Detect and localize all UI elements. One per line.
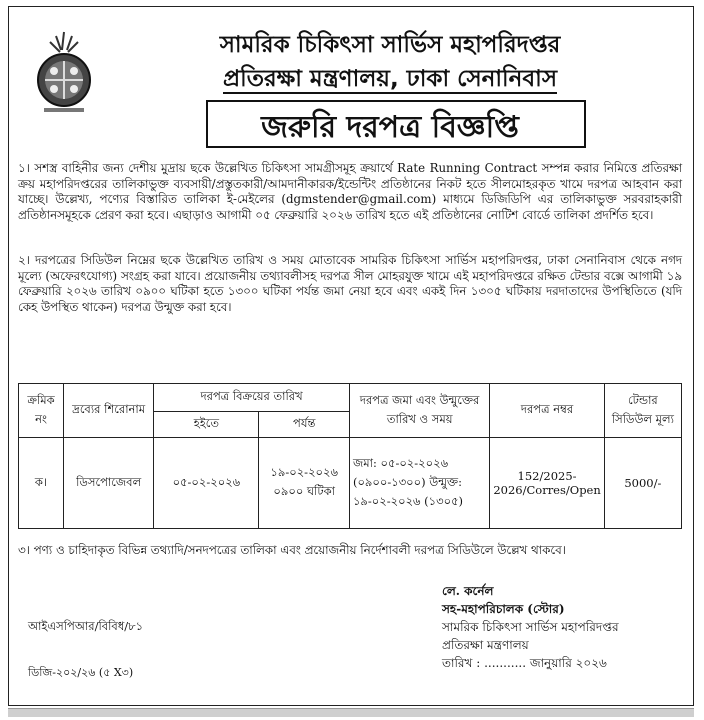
signatory-rank: লে. কর্নেল (442, 584, 494, 598)
header-serial: ক্রমিক নং (19, 384, 64, 438)
cell-serial: ক। (19, 438, 64, 529)
bottom-edge (8, 708, 694, 717)
notice-title: জরুরি দরপত্র বিজ্ঞপ্তি (261, 110, 519, 145)
cell-tender-number: 152/2025-2026/Corres/Open (490, 438, 604, 529)
header-submission: দরপত্র জমা এবং উন্মুক্তের তারিখ ও সময় (349, 384, 489, 438)
cell-price: 5000/- (604, 438, 681, 529)
paragraph-3: ৩। পণ্য ও চাহিদাকৃত বিভিন্ন তথ্যাদি/সনদপত্রের তালিকা এবং প্রয়োজনীয় নির্দেশাবলী দরপত্র সিডিউলে উল্লেখ থাকবে। (18, 543, 566, 557)
cell-submission: জমা: ০৫-০২-২০২৬ (০৯০০-১৩০০) উন্মুক্ত: ১৯-০২-২০২৬ (১৩০৫) (349, 438, 489, 529)
signatory-designation: সহ-মহাপরিচালক (স্টোর) (442, 602, 565, 616)
signatory-ministry: প্রতিরক্ষা মন্ত্রণালয় (442, 638, 529, 652)
tender-table (18, 383, 682, 529)
header-item: দ্রব্যের শিরোনাম (64, 384, 154, 438)
ispr-reference: আইএসপিআর/বিবিধ/৮১ (28, 619, 144, 633)
header-sale-date: দরপত্র বিক্রয়ের তারিখ (154, 384, 350, 412)
cell-to: ১৯-০২-২০২৬ ০৯০০ ঘটিকা (259, 438, 350, 529)
ministry-name: প্রতিরক্ষা মন্ত্রণালয়, ঢাকা সেনানিবাস (222, 66, 558, 92)
signatory-office: সামরিক চিকিৎসা সার্ভিস মহাপরিদপ্তর (442, 620, 619, 634)
header-schedule-price: টেন্ডার সিডিউল মূল্য (604, 384, 681, 438)
paragraph-1: ১। সশস্ত্র বাহিনীর জন্য দেশীয় মুদ্রায় ছকে উল্লেখিত চিকিৎসা সামগ্রীসমূহ ক্রয়ার্থে Rate Running Contract সম্পন্ন করার নিমিত্তে প্রতিরক্ষা ক্রয় মহাপরিদপ্তরের তালিকাভুক্ত ব্যবসায়ী/প্রস্তুতকারী/আমদানীকারক/ইন্ডেন্টিং প্রতিষ্ঠানের নিকট হতে সীলমোহরকৃত খামে দরপত্র আহবান করা যাচ্ছে। উল্লেখ্য, পণ্যের বিস্তারিত তালিকা ই-মেইলের (dgmstender@gmail.com) মাধ্যমে ডিজিডিপি এর তালিকাভুক্ত সরবরাহকারী প্রতিষ্ঠানসমূহকে প্রেরণ করা হবে। এছাড়াও আগামী ০৫ ফেব্রুয়ারি ২০২৬ তারিখ হতে এই প্রতিষ্ঠানের নোটিশ বোর্ডে তালিকা প্রদর্শিত হবে। (18, 161, 682, 222)
header-tender-number: দরপত্র নম্বর (490, 384, 604, 438)
signature-date: তারিখ : ........... জানুয়ারি ২০২৬ (442, 656, 607, 670)
signature-block (442, 582, 688, 672)
cell-item: ডিসপোজেবল (64, 438, 154, 529)
dg-reference: ডিজি-২০২/২৬ (৫ X৩) (28, 666, 134, 679)
header-from: হইতে (154, 412, 259, 438)
emblem-logo (32, 28, 96, 116)
cell-from: ০৫-০২-২০২৬ (154, 438, 259, 529)
org-name: সামরিক চিকিৎসা সার্ভিস মহাপরিদপ্তর (219, 32, 561, 58)
paragraph-2: ২। দরপত্রের সিডিউল নিম্নের ছকে উল্লেখিত তারিখ ও সময় মোতাবেক সামরিক চিকিৎসা সার্ভিস মহাপরিদপ্তর, ঢাকা সেনানিবাস থেকে নগদ মূল্যে (অফেরৎযোগ্য) সংগ্রহ করা যাবে। প্রয়োজনীয় তথ্যাবলীসহ দরপত্র সীল মোহরযুক্ত খামে এই মহাপরিদপ্তরে রক্ষিত টেন্ডার বক্সে আগামী ১৯ ফেব্রুয়ারি ২০২৬ তারিখ ০৯০০ ঘটিকা হতে ১৩০০ ঘটিকা পর্যন্ত জমা নেয়া হবে এবং একই দিন ১৩০৫ ঘটিকায় দরদাতাদের উপস্থিতিতে (যদি কেহ উপস্থিত থাকেন) দরপত্র উন্মুক্ত করা হবে। (18, 253, 682, 314)
header-to: পর্যন্ত (259, 412, 350, 438)
table-row (19, 438, 682, 529)
